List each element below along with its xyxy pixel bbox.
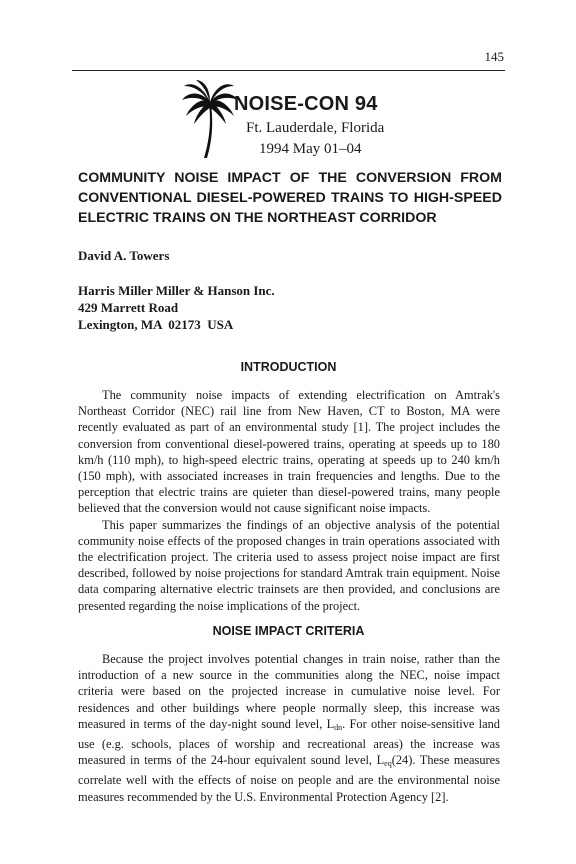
author-name: David A. Towers bbox=[78, 248, 170, 263]
criteria-paragraph-1 bbox=[78, 651, 500, 805]
conference-date: 1994 May 01–04 bbox=[259, 141, 362, 157]
author-affiliation bbox=[78, 282, 275, 333]
introduction-body bbox=[78, 387, 500, 614]
criteria-text-part-1: Because the project involves potential changes in train noise, rather than the introduction of a new source in the communities along the NEC, noise impact criteria were based on the projected increase in cumulative noise level. For residences and other buildings where people normally sleep, this increase was measured in terms of the day-night sound level, L bbox=[78, 652, 500, 731]
affiliation-organization: Harris Miller Miller & Hanson Inc. bbox=[78, 283, 275, 298]
ldn-subscript: dn bbox=[334, 722, 343, 732]
conference-location: Ft. Lauderdale, Florida bbox=[246, 120, 385, 136]
criteria-text-part-2: . For other noise-sensitive land use (e.g. schools, places of worship and recreational areas) the increase was measured in terms of the 24-hour equivalent sound level, L bbox=[78, 716, 501, 768]
paper-title: COMMUNITY NOISE IMPACT OF THE CONVERSION FROM CONVENTIONAL DIESEL-POWERED TRAINS TO HIGH-SPEED ELECTRIC TRAINS ON THE NORTHEAST CORRIDOR bbox=[78, 170, 502, 226]
header-rule bbox=[72, 70, 505, 71]
introduction-paragraph-2: This paper summarizes the findings of an objective analysis of the potential community noise effects of the proposed changes in train operations associated with the electrification project. The criteria used to assess project noise impact are first described, followed by noise projections for standard Amtrak train equipment. Noise data comparing alternative electric trainsets are then provided, and conclusions are presented regarding the noise implications of the project. bbox=[78, 517, 500, 613]
criteria-text-part-3: (24). These measures correlate well with the effects of noise on people and are the environmental noise measures recommended by the U.S. Environmental Protection Agency [2]. bbox=[78, 753, 500, 804]
section-heading-introduction: INTRODUCTION bbox=[240, 360, 337, 374]
criteria-body bbox=[78, 651, 500, 805]
section-heading-criteria: NOISE IMPACT CRITERIA bbox=[212, 624, 365, 638]
affiliation-city: Lexington, MA 02173 USA bbox=[78, 317, 234, 332]
affiliation-street: 429 Marrett Road bbox=[78, 300, 179, 315]
introduction-paragraph-1: The community noise impacts of extending electrification on Amtrak's Northeast Corridor (NEC) rail line from New Haven, CT to Boston, MA were recently evaluated as part of an environmental study [1]. The project includes the conversion from conventional diesel-powered trains, operating at speeds up to 180 km/h (110 mph), to high-speed electric trains, operating at speeds up to 240 km/h (150 mph), with associated increases in train frequencies and lengths. Due to the perception that electric trains are quieter than diesel-powered trains, many people believed that the conversion would not cause significant noise impacts. bbox=[78, 388, 500, 516]
conference-name: NOISE-CON 94 bbox=[234, 93, 378, 115]
page-number: 145 bbox=[484, 49, 504, 64]
palm-tree-icon bbox=[180, 80, 240, 160]
leq-subscript: eq bbox=[384, 759, 392, 769]
